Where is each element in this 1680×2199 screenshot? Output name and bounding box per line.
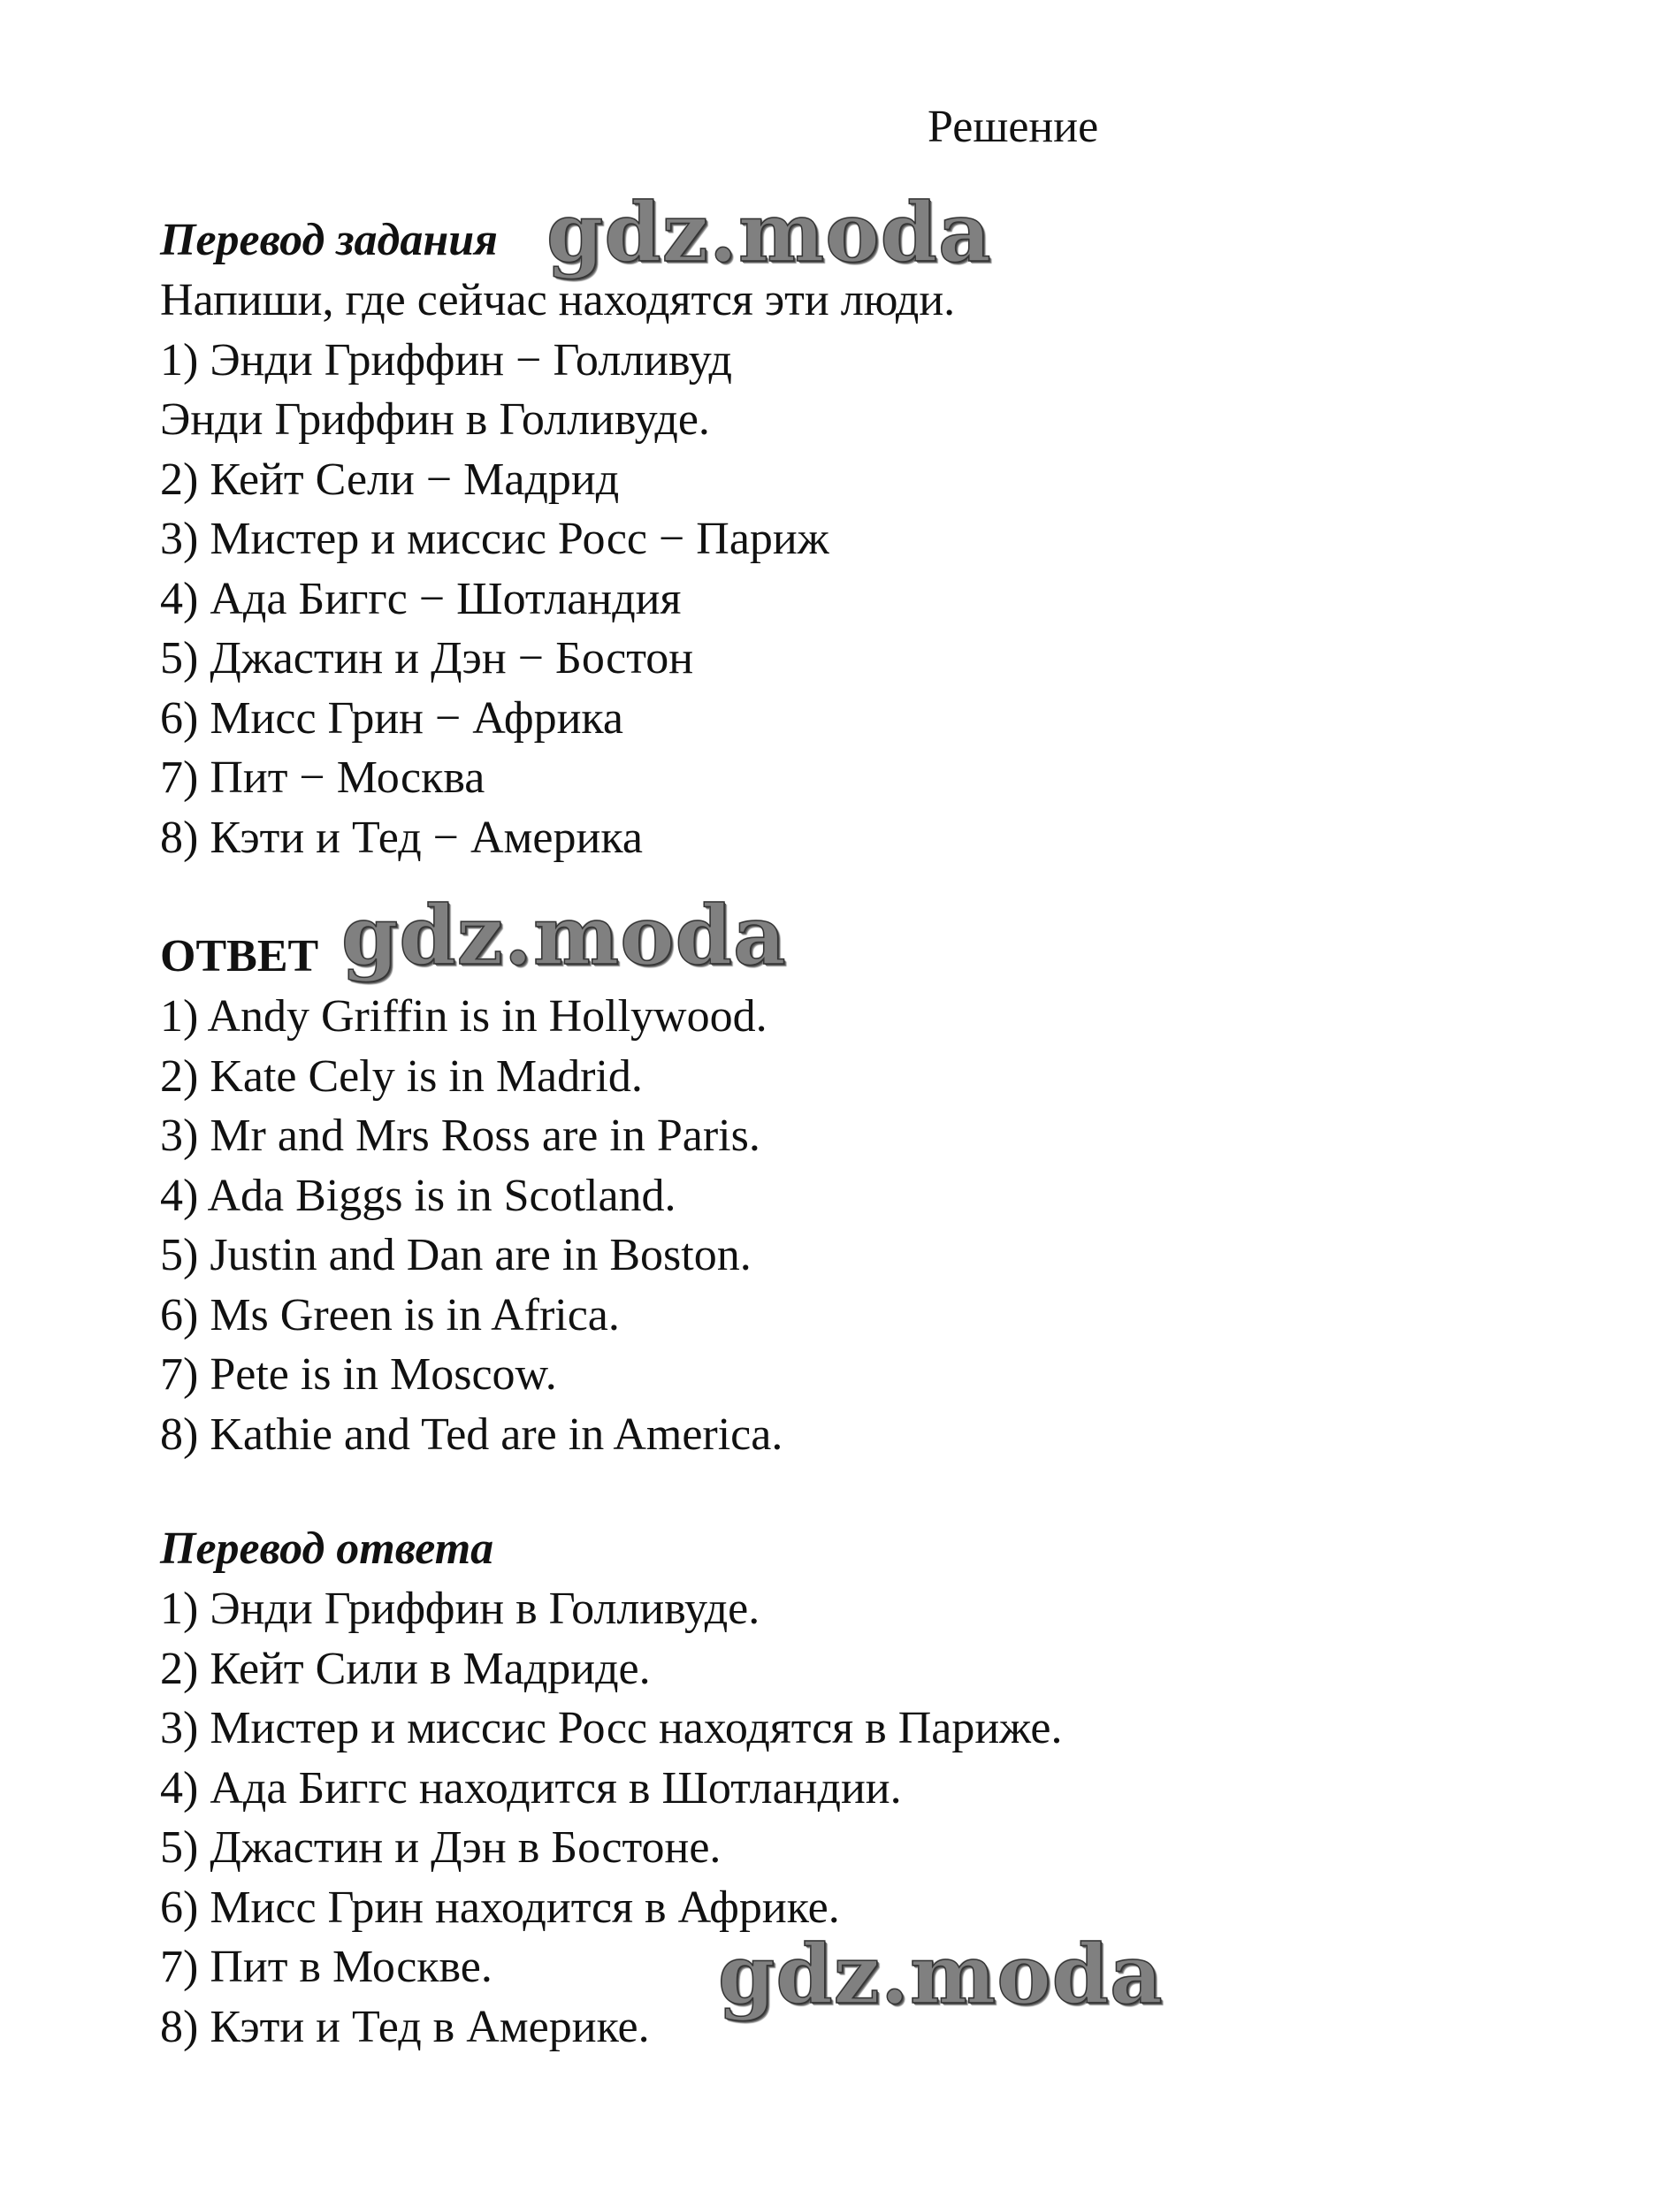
list-item: 5) Джастин и Дэн в Бостоне. [160, 1822, 722, 1873]
watermark-logo: gdz.moda [718, 1927, 1164, 2022]
list-item: 8) Kathie and Ted are in America. [160, 1409, 783, 1460]
list-item: Энди Гриффин в Голливуде. [160, 394, 710, 445]
list-item: 6) Мисс Грин − Африка [160, 692, 623, 744]
list-item: 1) Энди Гриффин в Голливуде. [160, 1584, 760, 1634]
list-item: 2) Кейт Сили в Мадриде. [160, 1643, 651, 1694]
list-item: 1) Энди Гриффин − Голливуд [160, 334, 732, 386]
list-item: 4) Ада Биггс находится в Шотландии. [160, 1762, 902, 1813]
list-item: 5) Justin and Dan are in Boston. [160, 1230, 752, 1280]
list-item: 8) Кэти и Тед в Америке. [160, 2001, 650, 2052]
list-item: 2) Kate Cely is in Madrid. [160, 1050, 643, 1102]
list-item: 4) Ada Biggs is in Scotland. [160, 1170, 676, 1221]
list-item: 3) Мистер и миссис Росс находятся в Париже. [160, 1703, 1063, 1753]
answer-heading: ОТВЕТ [160, 931, 319, 981]
list-item: 5) Джастин и Дэн − Бостон [160, 633, 694, 683]
list-item: 4) Ада Биггс − Шотландия [160, 573, 682, 624]
task-instruction: Напиши, где сейчас находятся эти люди. [160, 275, 956, 325]
watermark-logo: gdz.moda [341, 888, 787, 983]
watermark-logo: gdz.moda [546, 185, 992, 280]
list-item: 7) Pete is in Moscow. [160, 1349, 557, 1400]
list-item: 1) Andy Griffin is in Hollywood. [160, 991, 767, 1042]
list-item: 8) Кэти и Тед − Америка [160, 812, 643, 863]
page-title: Решение [928, 102, 1099, 152]
list-item: 2) Кейт Сели − Мадрид [160, 454, 620, 505]
list-item: 6) Мисс Грин находится в Африке. [160, 1882, 840, 1933]
list-item: 3) Мистер и миссис Росс − Париж [160, 514, 829, 564]
task-translation-section [160, 210, 1486, 867]
list-item: 3) Mr and Mrs Ross are in Paris. [160, 1111, 760, 1161]
answer-section [160, 927, 1486, 1464]
task-translation-heading: Перевод задания [160, 215, 498, 265]
list-item: 7) Пит в Москве. [160, 1942, 493, 1992]
list-item: 7) Пит − Москва [160, 752, 485, 803]
answer-translation-heading: Перевод ответа [160, 1523, 494, 1574]
list-item: 6) Ms Green is in Africa. [160, 1289, 620, 1340]
